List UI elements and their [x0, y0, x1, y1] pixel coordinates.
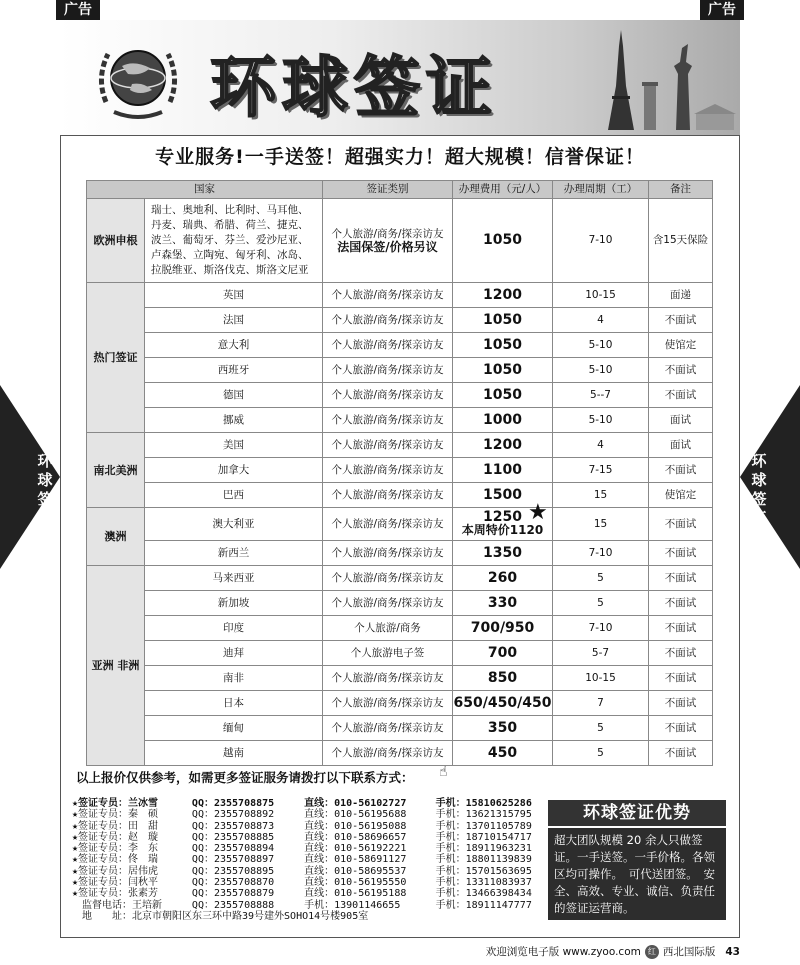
contact-mobile: 手机：13311083937 — [435, 877, 532, 889]
visa-type-cell: 个人旅游/商务/探亲访友 — [323, 283, 453, 308]
remark-cell: 不面试 — [649, 308, 713, 333]
table-row — [87, 458, 713, 483]
period-cell: 5 — [553, 716, 649, 741]
fee-cell: 1000 — [453, 408, 553, 433]
fee-cell: 1050 — [453, 383, 553, 408]
table-row — [87, 358, 713, 383]
contact-tel: 直线：010-56102727 — [304, 798, 407, 809]
publication-logo-icon: 红 — [645, 945, 659, 959]
side-text-left: 环 球 签 证 — [37, 452, 53, 527]
contact-row — [72, 843, 542, 854]
visa-type-cell: 个人旅游/商务/探亲访友 — [323, 483, 453, 508]
special-price: 本周特价1120 — [461, 523, 544, 537]
contact-qq: QQ：2355708879 — [191, 888, 275, 900]
contact-role: ★签证专员：赵 璇 — [72, 831, 159, 843]
visa-type-cell: 个人旅游/商务/探亲访友 — [323, 508, 453, 541]
table-row — [87, 283, 713, 308]
contact-qq: QQ：2355708895 — [191, 865, 275, 877]
period-cell: 5 — [553, 566, 649, 591]
contact-tel: 直线：010-58691127 — [304, 854, 407, 866]
visa-type-cell: 个人旅游/商务/探亲访友 — [323, 691, 453, 716]
contact-tel: 直线：010-58696657 — [304, 831, 407, 843]
country-cell: 迪拜 — [145, 641, 323, 666]
visa-type-cell: 个人旅游/商务/探亲访友 — [323, 458, 453, 483]
fee-cell: 350 — [453, 716, 553, 741]
country-cell: 巴西 — [145, 483, 323, 508]
period-cell: 7-15 — [553, 458, 649, 483]
contact-qq: QQ：2355708897 — [191, 854, 275, 866]
page-number: 43 — [725, 945, 740, 958]
header-visa-type: 签证类别 — [323, 181, 453, 199]
fee-cell: 700 — [453, 641, 553, 666]
contact-tel: 直线：010-56195188 — [304, 888, 407, 900]
period-cell: 5-7 — [553, 641, 649, 666]
contact-qq: QQ：2355708892 — [191, 809, 275, 821]
visa-type-cell: 个人旅游/商务/探亲访友 法国保签/价格另议 — [323, 199, 453, 283]
remark-cell: 不面试 — [649, 383, 713, 408]
contact-tel: 直线：010-56195688 — [304, 809, 407, 821]
header-period: 办理周期（工） — [553, 181, 649, 199]
fee-cell: 1200 — [453, 283, 553, 308]
visa-type-cell: 个人旅游/商务/探亲访友 — [323, 541, 453, 566]
visa-type-cell: 个人旅游/商务/探亲访友 — [323, 433, 453, 458]
contact-role: 监督电话：王培新 — [72, 899, 162, 911]
country-cell: 美国 — [145, 433, 323, 458]
ad-label-right: 广告 — [700, 0, 744, 20]
remark-cell: 使馆定 — [649, 333, 713, 358]
remark-cell: 不面试 — [649, 541, 713, 566]
period-cell: 10-15 — [553, 666, 649, 691]
remark-cell: 面递 — [649, 283, 713, 308]
table-header-row — [87, 181, 713, 199]
footer-brand: 西北国际版 — [662, 946, 716, 958]
remark-cell: 面试 — [649, 433, 713, 458]
visa-type-cell: 个人旅游/商务/探亲访友 — [323, 666, 453, 691]
fee-cell: 850 — [453, 666, 553, 691]
side-text-right: 环 球 签 证 — [751, 452, 767, 527]
period-cell: 15 — [553, 483, 649, 508]
contact-row — [72, 888, 542, 899]
visa-type-cell: 个人旅游/商务/探亲访友 — [323, 591, 453, 616]
fee-cell: 1050 — [453, 308, 553, 333]
visa-type-cell: 个人旅游电子签 — [323, 641, 453, 666]
contact-tel: 直线：010-56195550 — [304, 877, 407, 889]
visa-type-cell: 个人旅游/商务/探亲访友 — [323, 566, 453, 591]
remark-cell: 不面试 — [649, 666, 713, 691]
remark-cell: 不面试 — [649, 641, 713, 666]
table-row — [87, 591, 713, 616]
remark-cell: 不面试 — [649, 566, 713, 591]
address: 地 址：北京市朝阳区东三环中路39号建外SOHO14号楼905室 — [72, 910, 369, 922]
country-cell: 意大利 — [145, 333, 323, 358]
visa-type-cell: 个人旅游/商务/探亲访友 — [323, 408, 453, 433]
contact-row — [72, 877, 542, 888]
remark-cell: 不面试 — [649, 458, 713, 483]
fee-value: 1250 — [483, 509, 522, 525]
country-cell: 德国 — [145, 383, 323, 408]
period-cell: 10-15 — [553, 283, 649, 308]
fee-cell: 330 — [453, 591, 553, 616]
contact-mobile: 手机：13621315795 — [435, 809, 532, 821]
pointing-hand-icon: ☝ — [439, 764, 448, 780]
fee-cell: 1200 — [453, 433, 553, 458]
fee-cell — [453, 500, 553, 541]
country-cell: 日本 — [145, 691, 323, 716]
remark-cell: 不面试 — [649, 616, 713, 641]
country-cell: 加拿大 — [145, 458, 323, 483]
period-cell: 5-10 — [553, 408, 649, 433]
contact-qq: QQ：2355708894 — [191, 843, 275, 855]
contact-role: ★签证专员：秦 硕 — [72, 809, 159, 821]
contact-role: ★签证专员：张素芳 — [72, 888, 159, 900]
period-cell: 4 — [553, 433, 649, 458]
country-cell: 南非 — [145, 666, 323, 691]
country-cell: 缅甸 — [145, 716, 323, 741]
period-cell: 5-10 — [553, 358, 649, 383]
advantage-box — [548, 828, 726, 920]
advantage-title: 环球签证优势 — [548, 800, 726, 826]
fee-cell: 1050 — [453, 199, 553, 283]
table-row — [87, 641, 713, 666]
visa-type-cell: 个人旅游/商务/探亲访友 — [323, 716, 453, 741]
region-cell: 亚洲 非洲 — [87, 566, 145, 766]
schengen-countries: 瑞士、奥地利、比利时、马耳他、 丹麦、瑞典、希腊、荷兰、捷克、 波兰、葡萄牙、芬兰、爱沙尼亚、 卢森堡、立陶宛、匈牙利、冰岛、 拉脱维亚、斯洛伐克、斯洛文尼亚 — [145, 199, 323, 283]
remark-cell: 不面试 — [649, 508, 713, 541]
slogan: 专业服务!一手送签！超强实力！超大规模！信誉保证！ — [155, 146, 645, 168]
table-row — [87, 541, 713, 566]
table-row — [87, 308, 713, 333]
visa-price-table — [86, 180, 713, 766]
table-row — [87, 741, 713, 766]
region-cell: 热门签证 — [87, 283, 145, 433]
contact-row — [72, 854, 542, 865]
contact-qq: QQ：2355708885 — [191, 831, 275, 843]
contact-row — [72, 866, 542, 877]
country-cell: 英国 — [145, 283, 323, 308]
contact-role: ★签证专员：李 东 — [72, 843, 159, 855]
contact-mobile: 手机：18911963231 — [435, 843, 532, 855]
remark-cell: 不面试 — [649, 716, 713, 741]
country-cell: 新加坡 — [145, 591, 323, 616]
footer-text: 欢迎浏览电子版 www.zyoo.com — [485, 946, 641, 958]
country-cell: 挪威 — [145, 408, 323, 433]
contact-mobile: 手机：15701563695 — [435, 865, 532, 877]
contact-row — [72, 809, 542, 820]
region-cell: 澳洲 — [87, 508, 145, 566]
period-cell: 5 — [553, 741, 649, 766]
header-fee: 办理费用（元/人） — [453, 181, 553, 199]
contact-qq: QQ：2355708870 — [191, 877, 275, 889]
table-row — [87, 566, 713, 591]
contact-role: ★签证专员：闫秋平 — [72, 877, 159, 889]
star-icon: ★ — [527, 500, 548, 525]
fee-cell: 1050 — [453, 358, 553, 383]
contact-qq: QQ：2355708888 — [191, 899, 275, 911]
period-cell: 7-10 — [553, 616, 649, 641]
remark-cell: 含15天保险 — [649, 199, 713, 283]
fee-cell: 1350 — [453, 541, 553, 566]
contact-role: ★签证专员：兰冰雪 — [72, 798, 159, 809]
visa-type-cell: 个人旅游/商务/探亲访友 — [323, 358, 453, 383]
fee-cell: 650/450/450 — [453, 691, 553, 716]
period-cell: 15 — [553, 508, 649, 541]
remark-cell: 不面试 — [649, 691, 713, 716]
remark-cell: 不面试 — [649, 741, 713, 766]
contact-mobile: 手机：13466398434 — [435, 888, 532, 900]
ad-label-left: 广告 — [56, 0, 100, 20]
advantage-text: 超大团队规模 20 余人只做签证。一手送签。一手价格。各领区均可操作。 可代送团签。 安全、高效、专业、诚信、负责任的签证运营商。 — [554, 833, 715, 915]
period-cell: 5-10 — [553, 333, 649, 358]
period-cell: 7-10 — [553, 541, 649, 566]
header-remark: 备注 — [649, 181, 713, 199]
remark-cell: 使馆定 — [649, 483, 713, 508]
contact-tel: 直线：010-58695537 — [304, 865, 407, 877]
contact-mobile: 手机：13701105789 — [435, 820, 532, 832]
visa-type-cell: 个人旅游/商务/探亲访友 — [323, 383, 453, 408]
contact-mobile: 手机：18710154717 — [435, 831, 532, 843]
contact-row — [72, 832, 542, 843]
fee-cell: 260 — [453, 566, 553, 591]
contact-role: ★签证专员：田 甜 — [72, 820, 159, 832]
country-cell: 马来西亚 — [145, 566, 323, 591]
contact-row — [72, 798, 542, 809]
visa-type-cell: 个人旅游/商务/探亲访友 — [323, 741, 453, 766]
country-cell: 澳大利亚 — [145, 508, 323, 541]
contact-row — [72, 821, 542, 832]
country-cell: 印度 — [145, 616, 323, 641]
period-cell: 5--7 — [553, 383, 649, 408]
period-cell: 5 — [553, 591, 649, 616]
remark-cell: 不面试 — [649, 358, 713, 383]
region-cell: 南北美洲 — [87, 433, 145, 508]
table-row — [87, 508, 713, 541]
country-cell: 西班牙 — [145, 358, 323, 383]
table-row — [87, 483, 713, 508]
fee-cell: 1500 — [453, 483, 553, 508]
landmarks-illustration — [546, 26, 736, 132]
table-row — [87, 383, 713, 408]
table-row — [87, 666, 713, 691]
fee-cell: 1100 — [453, 458, 553, 483]
contact-tel: 直线：010-56195088 — [304, 820, 407, 832]
banner-title: 环球签证 — [210, 49, 498, 126]
country-cell: 法国 — [145, 308, 323, 333]
contact-mobile: 手机：18911147777 — [435, 899, 532, 911]
visa-type-cell: 个人旅游/商务/探亲访友 — [323, 333, 453, 358]
table-row — [87, 333, 713, 358]
visa-type-cell: 个人旅游/商务/探亲访友 — [323, 308, 453, 333]
contact-mobile: 手机：15810625286 — [435, 798, 532, 809]
table-row — [87, 433, 713, 458]
period-cell: 7 — [553, 691, 649, 716]
table-row — [87, 716, 713, 741]
fee-cell: 700/950 — [453, 616, 553, 641]
remark-cell: 面试 — [649, 408, 713, 433]
region-cell: 欧洲申根 — [87, 199, 145, 283]
fee-cell: 1050 — [453, 333, 553, 358]
table-row — [87, 408, 713, 433]
contact-role: ★签证专员：佟 瑞 — [72, 854, 159, 866]
contact-qq: QQ：2355708875 — [191, 798, 275, 809]
page-footer — [486, 944, 740, 959]
country-cell: 新西兰 — [145, 541, 323, 566]
contact-list — [72, 798, 542, 922]
country-cell: 越南 — [145, 741, 323, 766]
fee-cell: 450 — [453, 741, 553, 766]
table-row — [87, 616, 713, 641]
table-row — [87, 199, 713, 283]
period-cell: 7-10 — [553, 199, 649, 283]
contact-tel: 直线：010-56192221 — [304, 843, 407, 855]
globe-laurel-logo — [92, 32, 184, 124]
visa-type-cell: 个人旅游/商务 — [323, 616, 453, 641]
period-cell: 4 — [553, 308, 649, 333]
table-row — [87, 691, 713, 716]
contact-qq: QQ：2355708873 — [191, 820, 275, 832]
contact-tel: 手机：13901146655 — [304, 899, 401, 911]
header-country: 国家 — [87, 181, 323, 199]
contact-row — [72, 900, 542, 911]
contact-note: 以上报价仅供参考，如需更多签证服务请拨打以下联系方式： — [76, 770, 414, 785]
remark-cell: 不面试 — [649, 591, 713, 616]
banner — [60, 20, 740, 136]
contact-role: ★签证专员：居伟虎 — [72, 865, 159, 877]
contact-mobile: 手机：18801139839 — [435, 854, 532, 866]
